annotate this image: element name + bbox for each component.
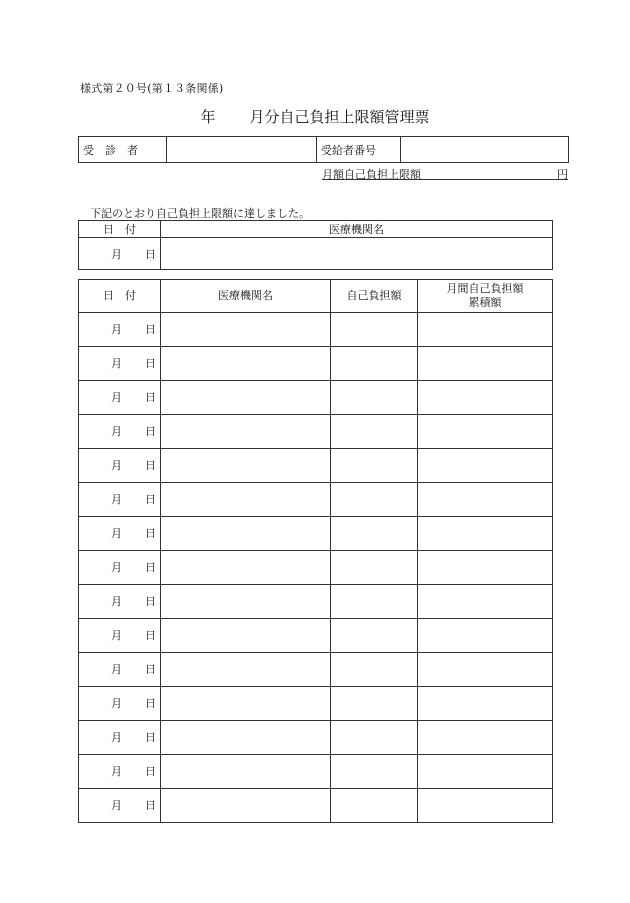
limit-reached-table [78, 220, 553, 270]
log-month-label: 月 [111, 458, 122, 472]
table-row [79, 653, 553, 687]
monthly-limit-unit: 円 [557, 168, 568, 181]
log-institution-field[interactable] [161, 789, 331, 823]
title-year: 年 [200, 108, 216, 126]
log-day-label: 日 [145, 764, 156, 778]
log-institution-field[interactable] [161, 313, 331, 347]
table-row [79, 789, 553, 823]
reach-month-label: 月 [111, 247, 122, 261]
log-date-cell[interactable] [79, 687, 161, 721]
log-cumulative-field[interactable] [418, 449, 553, 483]
log-copay-field[interactable] [331, 551, 418, 585]
log-institution-field[interactable] [161, 415, 331, 449]
log-date-cell[interactable] [79, 517, 161, 551]
recipient-number-label: 受給者番号 [317, 137, 401, 163]
log-day-label: 日 [145, 458, 156, 472]
log-institution-field[interactable] [161, 585, 331, 619]
log-copay-field[interactable] [331, 789, 418, 823]
copay-log-table [78, 279, 553, 823]
log-cumulative-field[interactable] [418, 721, 553, 755]
log-institution-field[interactable] [161, 347, 331, 381]
log-institution-field[interactable] [161, 619, 331, 653]
log-date-header: 日 付 [79, 280, 161, 313]
table-row [79, 347, 553, 381]
log-month-label: 月 [111, 764, 122, 778]
log-date-cell[interactable] [79, 551, 161, 585]
table-row [79, 755, 553, 789]
log-institution-field[interactable] [161, 687, 331, 721]
recipient-field[interactable] [167, 137, 317, 163]
log-copay-field[interactable] [331, 313, 418, 347]
log-date-cell[interactable] [79, 415, 161, 449]
log-date-cell[interactable] [79, 755, 161, 789]
log-day-label: 日 [145, 492, 156, 506]
log-institution-field[interactable] [161, 721, 331, 755]
log-cumulative-field[interactable] [418, 517, 553, 551]
log-day-label: 日 [145, 628, 156, 642]
log-cumulative-field[interactable] [418, 653, 553, 687]
log-institution-field[interactable] [161, 483, 331, 517]
log-cumulative-field[interactable] [418, 313, 553, 347]
log-date-cell[interactable] [79, 721, 161, 755]
log-month-label: 月 [111, 628, 122, 642]
recipient-label: 受 診 者 [79, 137, 167, 163]
log-date-cell[interactable] [79, 347, 161, 381]
log-copay-header: 自己負担額 [331, 280, 418, 313]
table-row [79, 585, 553, 619]
log-cumulative-field[interactable] [418, 381, 553, 415]
log-month-label: 月 [111, 322, 122, 336]
log-cumulative-field[interactable] [418, 551, 553, 585]
log-date-cell[interactable] [79, 313, 161, 347]
log-institution-field[interactable] [161, 653, 331, 687]
log-month-label: 月 [111, 730, 122, 744]
reach-date-cell[interactable] [79, 238, 161, 270]
log-day-label: 日 [145, 730, 156, 744]
monthly-limit-label: 月額自己負担上限額 [322, 166, 444, 180]
log-institution-field[interactable] [161, 551, 331, 585]
log-cumulative-field[interactable] [418, 755, 553, 789]
reach-date-header: 日 付 [79, 221, 161, 238]
log-month-label: 月 [111, 390, 122, 404]
log-date-cell[interactable] [79, 653, 161, 687]
log-copay-field[interactable] [331, 653, 418, 687]
title-text: 月分自己負担上限額管理票 [249, 108, 430, 126]
log-copay-field[interactable] [331, 721, 418, 755]
log-day-label: 日 [145, 798, 156, 812]
log-month-label: 月 [111, 560, 122, 574]
log-month-label: 月 [111, 492, 122, 506]
log-cumulative-field[interactable] [418, 415, 553, 449]
table-row [79, 619, 553, 653]
table-row [79, 721, 553, 755]
log-institution-field[interactable] [161, 381, 331, 415]
reach-institution-field[interactable] [161, 238, 553, 270]
reach-institution-header: 医療機関名 [161, 221, 553, 238]
log-institution-field[interactable] [161, 517, 331, 551]
table-row [79, 483, 553, 517]
table-row [79, 687, 553, 721]
monthly-limit-field[interactable] [444, 179, 568, 180]
table-row [79, 415, 553, 449]
log-cumulative-header [418, 280, 553, 313]
form-number: 様式第２０号(第１３条関係) [80, 82, 224, 95]
log-month-label: 月 [111, 356, 122, 370]
table-row [79, 381, 553, 415]
log-cumulative-field[interactable] [418, 483, 553, 517]
log-cumulative-header-line1: 月間自己負担額 [446, 282, 524, 295]
log-date-cell[interactable] [79, 585, 161, 619]
log-copay-field[interactable] [331, 483, 418, 517]
log-month-label: 月 [111, 662, 122, 676]
reach-day-label: 日 [145, 247, 156, 261]
log-date-cell[interactable] [79, 789, 161, 823]
log-month-label: 月 [111, 696, 122, 710]
log-cumulative-field[interactable] [418, 789, 553, 823]
log-institution-field[interactable] [161, 755, 331, 789]
log-institution-field[interactable] [161, 449, 331, 483]
log-day-label: 日 [145, 390, 156, 404]
log-day-label: 日 [145, 356, 156, 370]
log-cumulative-field[interactable] [418, 585, 553, 619]
log-cumulative-field[interactable] [418, 619, 553, 653]
log-day-label: 日 [145, 322, 156, 336]
log-institution-header: 医療機関名 [161, 280, 331, 313]
log-month-label: 月 [111, 594, 122, 608]
log-date-cell[interactable] [79, 619, 161, 653]
table-row [79, 517, 553, 551]
log-copay-field[interactable] [331, 347, 418, 381]
patient-info-table [78, 136, 569, 163]
limit-reached-notice: 下記のとおり自己負担上限額に達しました。 [90, 207, 310, 220]
log-day-label: 日 [145, 526, 156, 540]
log-month-label: 月 [111, 424, 122, 438]
log-copay-field[interactable] [331, 687, 418, 721]
log-copay-field[interactable] [331, 517, 418, 551]
monthly-limit [322, 166, 568, 180]
table-row [79, 313, 553, 347]
log-month-label: 月 [111, 798, 122, 812]
log-copay-field[interactable] [331, 585, 418, 619]
log-copay-field[interactable] [331, 415, 418, 449]
log-copay-field[interactable] [331, 381, 418, 415]
log-cumulative-field[interactable] [418, 687, 553, 721]
log-month-label: 月 [111, 526, 122, 540]
log-date-cell[interactable] [79, 449, 161, 483]
log-day-label: 日 [145, 424, 156, 438]
log-date-cell[interactable] [79, 483, 161, 517]
log-copay-field[interactable] [331, 619, 418, 653]
log-date-cell[interactable] [79, 381, 161, 415]
log-day-label: 日 [145, 560, 156, 574]
table-row [79, 449, 553, 483]
log-cumulative-header-line2: 累積額 [468, 296, 502, 309]
table-row [79, 551, 553, 585]
log-copay-field[interactable] [331, 755, 418, 789]
log-cumulative-field[interactable] [418, 347, 553, 381]
recipient-number-field[interactable] [401, 137, 569, 163]
log-day-label: 日 [145, 696, 156, 710]
page-title [0, 106, 630, 127]
log-copay-field[interactable] [331, 449, 418, 483]
log-day-label: 日 [145, 594, 156, 608]
log-day-label: 日 [145, 662, 156, 676]
